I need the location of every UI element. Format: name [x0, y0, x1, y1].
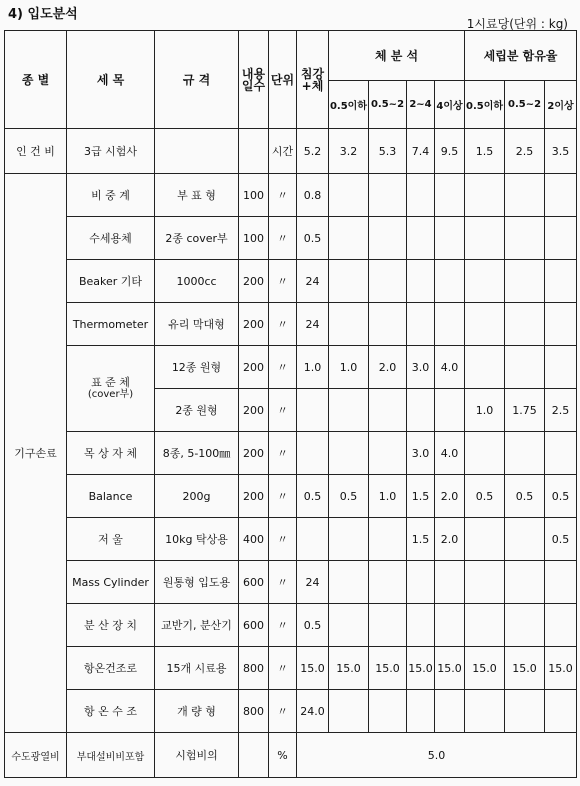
unit-cell: 〃	[269, 303, 297, 346]
days-cell: 200	[239, 389, 269, 432]
value-cell: 15.0	[369, 647, 407, 690]
utility-value-cell: 5.0	[297, 733, 577, 778]
value-cell	[465, 260, 505, 303]
value-cell: 2.5	[545, 389, 577, 432]
spec-cell: 10kg 탁상용	[155, 518, 239, 561]
unit-cell: 시간	[269, 129, 297, 174]
sed-cell: 24.0	[297, 690, 329, 733]
sieve-label: 표 준 체	[91, 375, 130, 389]
item-cell: Thermometer	[67, 303, 155, 346]
value-cell: 15.0	[329, 647, 369, 690]
sed-cell: 24	[297, 303, 329, 346]
header-sieve-col: 4이상	[435, 81, 465, 129]
value-cell	[545, 346, 577, 389]
value-cell	[465, 174, 505, 217]
value-cell	[407, 389, 435, 432]
value-cell	[435, 174, 465, 217]
value-cell	[329, 561, 369, 604]
value-cell	[407, 217, 435, 260]
value-cell: 9.5	[435, 129, 465, 174]
value-cell	[435, 217, 465, 260]
days-cell: 100	[239, 217, 269, 260]
value-cell: 0.5	[545, 518, 577, 561]
value-cell	[407, 303, 435, 346]
value-cell	[329, 260, 369, 303]
value-cell	[465, 303, 505, 346]
item-cell: 저 울	[67, 518, 155, 561]
category-cell: 수도광열비	[5, 733, 67, 778]
header-days: 내용일수	[239, 31, 269, 129]
item-cell: 비 중 계	[67, 174, 155, 217]
header-sieve-col: 0.5이하	[329, 81, 369, 129]
value-cell: 0.5	[505, 475, 545, 518]
unit-cell: 〃	[269, 389, 297, 432]
value-cell	[369, 561, 407, 604]
unit-cell: 〃	[269, 217, 297, 260]
value-cell	[545, 303, 577, 346]
value-cell	[407, 561, 435, 604]
spec-cell: 15개 시료용	[155, 647, 239, 690]
value-cell	[505, 561, 545, 604]
table-row	[5, 260, 577, 303]
value-cell: 2.0	[435, 475, 465, 518]
spec-cell: 부 표 형	[155, 174, 239, 217]
value-cell	[407, 174, 435, 217]
value-cell	[505, 260, 545, 303]
value-cell	[329, 604, 369, 647]
sed-cell: 0.8	[297, 174, 329, 217]
spec-cell	[155, 129, 239, 174]
days-cell: 200	[239, 260, 269, 303]
unit-cell: 〃	[269, 174, 297, 217]
table-row	[5, 129, 577, 174]
table-row	[5, 518, 577, 561]
value-cell: 7.4	[407, 129, 435, 174]
header-sieve-col: 0.5~2	[369, 81, 407, 129]
value-cell: 3.0	[407, 432, 435, 475]
days-cell: 600	[239, 561, 269, 604]
unit-cell: 〃	[269, 346, 297, 389]
value-cell: 15.0	[465, 647, 505, 690]
header-sieve-col: 2~4	[407, 81, 435, 129]
days-cell	[239, 733, 269, 778]
sed-cell	[297, 389, 329, 432]
unit-cell: 〃	[269, 475, 297, 518]
spec-cell: 2종 cover부	[155, 217, 239, 260]
value-cell	[505, 217, 545, 260]
days-cell: 200	[239, 346, 269, 389]
value-cell	[369, 432, 407, 475]
sed-cell	[297, 432, 329, 475]
value-cell: 2.0	[369, 346, 407, 389]
days-cell: 200	[239, 432, 269, 475]
value-cell: 0.5	[545, 475, 577, 518]
value-cell	[505, 518, 545, 561]
value-cell	[505, 604, 545, 647]
unit-cell: 〃	[269, 518, 297, 561]
sed-cell: 15.0	[297, 647, 329, 690]
value-cell	[435, 604, 465, 647]
item-cell: Mass Cylinder	[67, 561, 155, 604]
value-cell	[505, 303, 545, 346]
item-cell	[67, 346, 155, 432]
sieve-sublabel: (cover부)	[87, 388, 134, 400]
value-cell: 4.0	[435, 346, 465, 389]
value-cell	[505, 432, 545, 475]
value-cell: 1.5	[465, 129, 505, 174]
value-cell: 1.5	[407, 475, 435, 518]
value-cell: 1.75	[505, 389, 545, 432]
value-cell: 1.0	[329, 346, 369, 389]
value-cell	[465, 346, 505, 389]
unit-cell: %	[269, 733, 297, 778]
header-unit: 단위	[269, 31, 297, 129]
value-cell	[435, 260, 465, 303]
value-cell: 3.2	[329, 129, 369, 174]
value-cell: 1.0	[369, 475, 407, 518]
header-fine-group: 세립분 함유율	[465, 31, 577, 81]
value-cell	[369, 174, 407, 217]
unit-cell: 〃	[269, 690, 297, 733]
value-cell	[505, 690, 545, 733]
unit-label: 1시료당(단위 : kg)	[466, 17, 568, 31]
sed-cell: 24	[297, 561, 329, 604]
value-cell	[407, 690, 435, 733]
spec-cell: 8종, 5-100㎜	[155, 432, 239, 475]
header-category: 종 별	[5, 31, 67, 129]
table-row	[5, 174, 577, 217]
value-cell: 0.5	[465, 475, 505, 518]
value-cell	[369, 518, 407, 561]
days-cell: 200	[239, 303, 269, 346]
unit-cell: 〃	[269, 604, 297, 647]
particle-size-table	[4, 30, 577, 778]
value-cell	[435, 561, 465, 604]
days-cell: 800	[239, 690, 269, 733]
spec-cell: 시험비의	[155, 733, 239, 778]
sed-cell: 0.5	[297, 475, 329, 518]
item-cell: 항 온 수 조	[67, 690, 155, 733]
table-row	[5, 647, 577, 690]
header-item: 세 목	[67, 31, 155, 129]
value-cell	[369, 260, 407, 303]
sed-cell: 5.2	[297, 129, 329, 174]
value-cell: 4.0	[435, 432, 465, 475]
value-cell	[545, 604, 577, 647]
value-cell	[329, 174, 369, 217]
value-cell: 3.5	[545, 129, 577, 174]
unit-cell: 〃	[269, 561, 297, 604]
value-cell	[505, 174, 545, 217]
value-cell: 2.0	[435, 518, 465, 561]
item-cell: Balance	[67, 475, 155, 518]
value-cell	[465, 561, 505, 604]
spec-cell: 200g	[155, 475, 239, 518]
table-row	[5, 561, 577, 604]
item-cell: 항온건조로	[67, 647, 155, 690]
value-cell: 0.5	[329, 475, 369, 518]
header-fine-col: 0.5~2	[505, 81, 545, 129]
sed-cell	[297, 518, 329, 561]
value-cell	[465, 432, 505, 475]
value-cell	[465, 518, 505, 561]
sed-cell: 0.5	[297, 217, 329, 260]
value-cell	[545, 690, 577, 733]
item-cell: 3급 시험사	[67, 129, 155, 174]
table-row	[5, 217, 577, 260]
value-cell	[435, 389, 465, 432]
days-cell: 800	[239, 647, 269, 690]
table-row	[5, 432, 577, 475]
value-cell	[369, 217, 407, 260]
value-cell	[329, 217, 369, 260]
value-cell: 5.3	[369, 129, 407, 174]
days-cell	[239, 129, 269, 174]
value-cell: 15.0	[435, 647, 465, 690]
header-spec: 규 격	[155, 31, 239, 129]
value-cell	[407, 604, 435, 647]
value-cell: 3.0	[407, 346, 435, 389]
spec-cell: 1000cc	[155, 260, 239, 303]
spec-cell: 개 량 형	[155, 690, 239, 733]
header-fine-col: 2이상	[545, 81, 577, 129]
header-sed: 침강+체	[297, 31, 329, 129]
unit-cell: 〃	[269, 647, 297, 690]
value-cell	[329, 303, 369, 346]
item-cell: 부대설비비포함	[67, 733, 155, 778]
value-cell	[465, 690, 505, 733]
value-cell	[545, 561, 577, 604]
table-row	[5, 475, 577, 518]
value-cell	[329, 518, 369, 561]
value-cell	[369, 604, 407, 647]
item-cell: 분 산 장 치	[67, 604, 155, 647]
value-cell	[329, 690, 369, 733]
spec-cell: 12종 원형	[155, 346, 239, 389]
table-row	[5, 303, 577, 346]
value-cell	[505, 346, 545, 389]
value-cell	[329, 389, 369, 432]
table-row	[5, 346, 577, 389]
value-cell	[329, 432, 369, 475]
days-cell: 400	[239, 518, 269, 561]
value-cell	[545, 432, 577, 475]
value-cell: 1.5	[407, 518, 435, 561]
value-cell: 15.0	[505, 647, 545, 690]
sed-cell: 24	[297, 260, 329, 303]
sed-cell: 0.5	[297, 604, 329, 647]
value-cell	[369, 303, 407, 346]
value-cell: 15.0	[407, 647, 435, 690]
value-cell: 15.0	[545, 647, 577, 690]
unit-cell: 〃	[269, 260, 297, 303]
days-cell: 200	[239, 475, 269, 518]
spec-cell: 원통형 입도용	[155, 561, 239, 604]
spec-cell: 교반기, 분산기	[155, 604, 239, 647]
spec-cell: 2종 원형	[155, 389, 239, 432]
value-cell	[407, 260, 435, 303]
page-title: 4) 입도분석	[8, 7, 78, 22]
value-cell	[545, 217, 577, 260]
table-row	[5, 733, 577, 778]
item-cell: Beaker 기타	[67, 260, 155, 303]
value-cell	[435, 690, 465, 733]
header-fine-col: 0.5이하	[465, 81, 505, 129]
sed-cell: 1.0	[297, 346, 329, 389]
value-cell	[369, 389, 407, 432]
item-cell: 수세용체	[67, 217, 155, 260]
unit-cell: 〃	[269, 432, 297, 475]
spec-cell: 유리 막대형	[155, 303, 239, 346]
table-row	[5, 690, 577, 733]
value-cell	[435, 303, 465, 346]
value-cell	[545, 174, 577, 217]
value-cell	[465, 217, 505, 260]
days-cell: 100	[239, 174, 269, 217]
category-cell: 기구손료	[5, 174, 67, 733]
days-cell: 600	[239, 604, 269, 647]
category-cell: 인 건 비	[5, 129, 67, 174]
value-cell	[369, 690, 407, 733]
value-cell	[545, 260, 577, 303]
value-cell: 1.0	[465, 389, 505, 432]
header-sieve-group: 체 분 석	[329, 31, 465, 81]
table-row	[5, 604, 577, 647]
value-cell	[465, 604, 505, 647]
value-cell: 2.5	[505, 129, 545, 174]
item-cell: 목 상 자 체	[67, 432, 155, 475]
